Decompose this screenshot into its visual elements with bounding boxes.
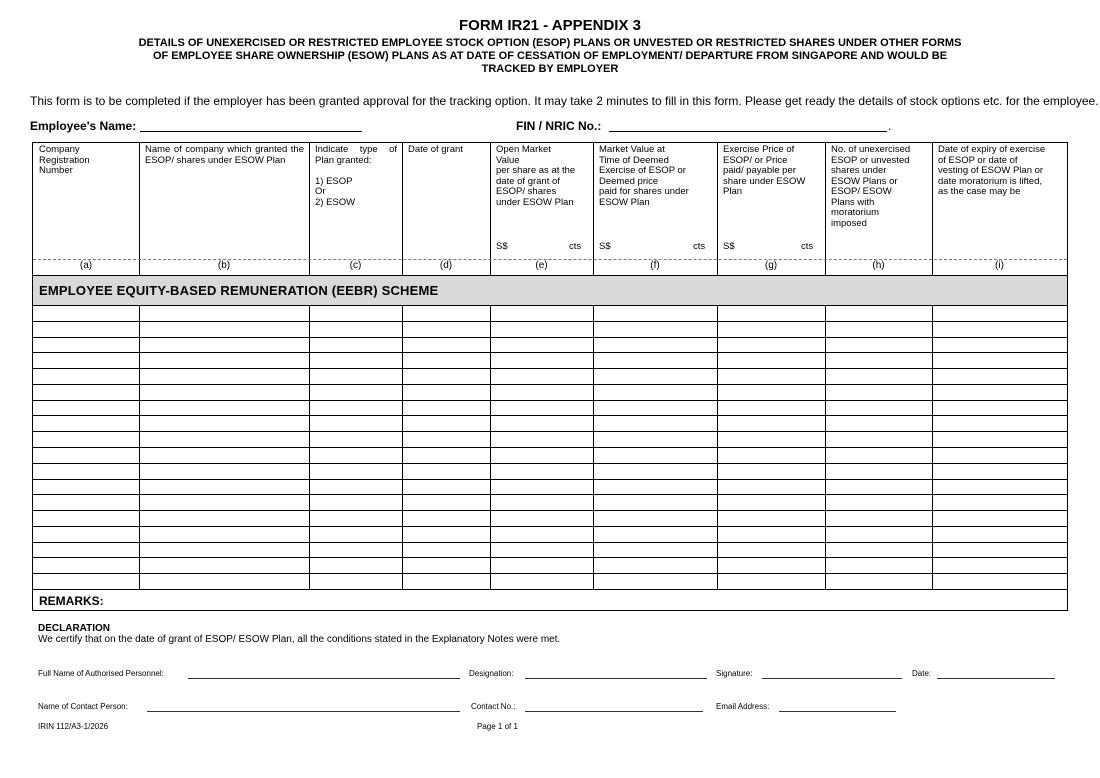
table-row[interactable] [33,542,1067,543]
table-row[interactable] [33,400,1067,401]
table-row[interactable] [33,431,1067,432]
contact-no-label: Contact No.: [471,702,516,711]
column-letter: (d) [439,260,453,271]
fin-trailing-mark: . [888,119,892,133]
column-header: Market Value at Time of Deemed Exercise of ESOP or Deemed price paid for shares under ESOW Plan [599,144,689,208]
table-row[interactable] [33,352,1067,353]
column-divider [309,143,310,275]
eebr-table [32,142,1068,611]
column-header: No. of unexercised ESOP or unvested shares under ESOW Plans or ESOP/ ESOW Plans with moratorium imposed [831,144,911,229]
column-header: Indicate type of Plan granted: 1) ESOP Or 2) ESOW [315,144,397,208]
email-field[interactable] [779,711,896,712]
table-row[interactable] [33,510,1067,511]
table-row[interactable] [33,479,1067,480]
date-label: Date: [912,669,932,678]
cents-label: cts [569,241,582,252]
table-row[interactable] [33,415,1067,416]
header-divider [33,259,1067,260]
column-divider [717,143,718,275]
column-divider [932,143,933,275]
currency-label: S$ [496,241,508,252]
column-letter: (f) [650,260,660,271]
table-row[interactable] [33,526,1067,527]
row-divider [33,305,1067,306]
remarks-label: REMARKS: [39,594,104,608]
form-subtitle [90,37,1010,76]
table-row[interactable] [33,337,1067,338]
cents-label: cts [693,241,706,252]
contact-no-field[interactable] [525,711,703,712]
designation-label: Designation: [469,669,514,678]
table-row[interactable] [33,557,1067,558]
currency-label: S$ [599,241,611,252]
declaration-text: We certify that on the date of grant of ESOP/ ESOW Plan, all the conditions stated in the Explanatory Notes were met. [38,634,561,645]
table-row[interactable] [33,589,1067,590]
column-letter: (i) [995,260,1004,271]
column-divider [593,143,594,275]
column-header: Exercise Price of ESOP/ or Price paid/ payable per share under ESOW Plan [723,144,806,197]
column-letter: (e) [535,260,548,271]
subtitle-line: TRACKED BY EMPLOYER [481,63,619,75]
column-divider [490,143,491,275]
table-row[interactable] [33,494,1067,495]
form-title: FORM IR21 - APPENDIX 3 [459,17,641,34]
full-name-label: Full Name of Authorised Personnel: [38,669,164,678]
email-label: Email Address: [716,702,770,711]
column-letter: (a) [79,260,93,271]
column-letter: (c) [349,260,362,271]
column-letter: (b) [217,260,231,271]
full-name-field[interactable] [188,678,460,679]
signature-label: Signature: [716,669,753,678]
column-divider [139,143,140,275]
table-row[interactable] [33,447,1067,448]
designation-field[interactable] [525,678,707,679]
cents-label: cts [801,241,814,252]
table-row[interactable] [33,321,1067,322]
table-row[interactable] [33,463,1067,464]
column-header: Date of expiry of exercise of ESOP or date of vesting of ESOW Plan or date moratorium is lifted, as the case may be [938,144,1046,197]
column-letter: (g) [764,260,778,271]
column-header: Open Market Value per share as at the date of grant of ESOP/ shares under ESOW Plan [496,144,576,208]
declaration-heading: DECLARATION [38,623,111,634]
employee-name-field[interactable] [140,131,362,132]
fin-field[interactable] [609,131,887,132]
page-number: Page 1 of 1 [477,722,518,731]
column-divider [825,143,826,275]
column-divider [402,143,403,275]
table-row[interactable] [33,573,1067,574]
column-header: Company Registration Number [39,144,90,176]
date-field[interactable] [937,678,1055,679]
currency-label: S$ [723,241,735,252]
form-code: IRIN 112/A3-1/2026 [38,722,109,731]
signature-field[interactable] [762,678,902,679]
subtitle-line: OF EMPLOYEE SHARE OWNERSHIP (ESOW) PLANS AS AT DATE OF CESSATION OF EMPLOYMENT/ DEPARTURE FROM SINGAPORE AND WOULD BE [152,50,948,62]
section-label: EMPLOYEE EQUITY-BASED REMUNERATION (EEBR) SCHEME [39,283,439,298]
fin-label: FIN / NRIC No.: [516,119,602,133]
subtitle-line: DETAILS OF UNEXERCISED OR RESTRICTED EMPLOYEE STOCK OPTION (ESOP) PLANS OR UNVESTED OR RESTRICTED SHARES UNDER OTHER FORMS [138,37,962,49]
table-row[interactable] [33,368,1067,369]
intro-text: This form is to be completed if the employer has been granted approval for the tracking option. It may take 2 minutes to fill in this form. Please get ready the details of stock options etc. for the employee. [30,94,1099,108]
column-header: Date of grant [408,144,463,155]
contact-person-label: Name of Contact Person: [38,702,128,711]
column-letter: (h) [872,260,885,271]
table-row[interactable] [33,384,1067,385]
contact-person-field[interactable] [147,711,460,712]
column-header: Name of company which granted the ESOP/ shares under ESOW Plan [145,144,304,166]
employee-name-label: Employee's Name: [30,119,137,133]
row-divider [33,275,1067,276]
